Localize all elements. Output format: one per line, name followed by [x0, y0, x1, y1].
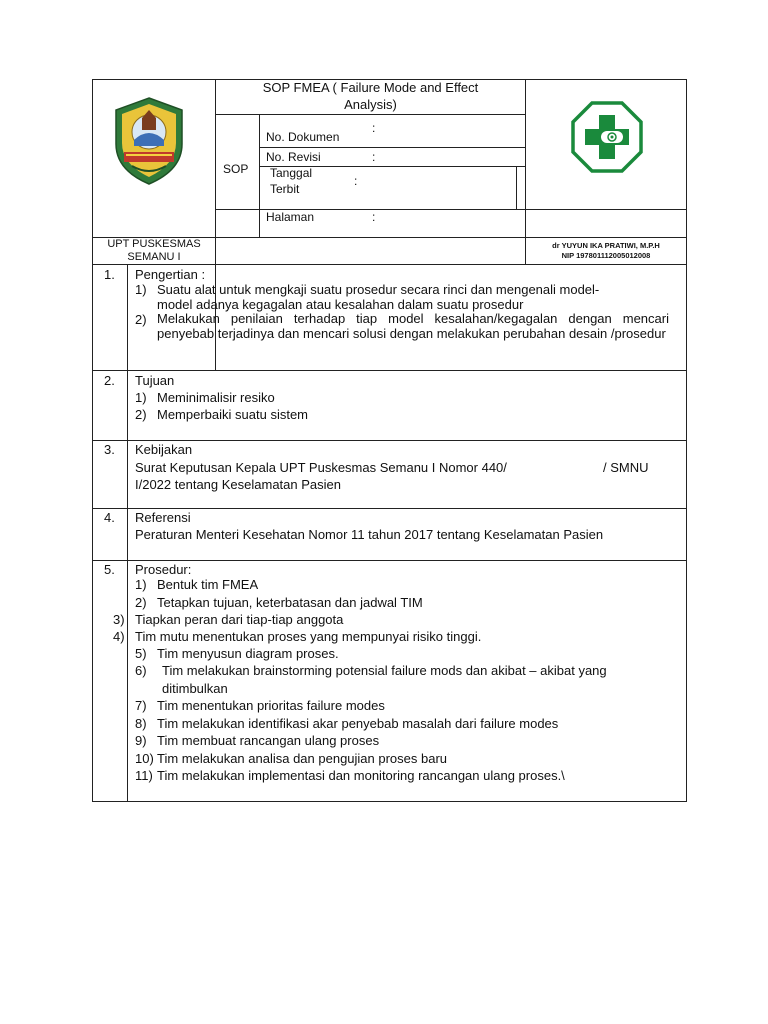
pengertian-item1-num: 1) — [135, 282, 147, 297]
prosedur-step-num: 10) — [135, 751, 154, 766]
kebijakan-line1b: / SMNU — [603, 460, 649, 475]
prosedur-step-num: 11) — [135, 768, 153, 783]
section-4-title: Referensi — [135, 510, 191, 525]
section-1-title: Pengertian : — [135, 267, 206, 282]
sop-title-line1: SOP FMEA ( Failure Mode and Effect — [262, 80, 479, 95]
section-3-title: Kebijakan — [135, 442, 193, 457]
prosedur-step-text-cont: ditimbulkan — [162, 681, 228, 696]
pengertian-item2-text: Melakukan penilaian terhadap tiap model kesalahan/kegagalan dengan mencari penyebab terjadinya dan mencari solusi dengan melakukan perubahan desain /prosedur — [157, 311, 669, 341]
signer-nip: NIP 197801112005012008 — [561, 251, 651, 260]
prosedur-step-text: Tetapkan tujuan, keterbatasan dan jadwal TIM — [157, 595, 423, 610]
section-5-title: Prosedur: — [135, 562, 192, 577]
prosedur-step-text: Tim melakukan identifikasi akar penyebab masalah dari failure modes — [157, 716, 559, 731]
prosedur-step-num: 7) — [135, 698, 147, 713]
pengertian-item1-line2: model adanya kegagalan atau kesalahan dalam suatu prosedur — [157, 297, 524, 312]
sop-title — [216, 79, 525, 113]
prosedur-step-num: 9) — [135, 733, 147, 748]
regency-emblem-logo — [112, 96, 186, 186]
prosedur-step-text: Tim melakukan implementasi dan monitoring rancangan ulang proses.\ — [157, 768, 565, 783]
tujuan-item2: Memperbaiki suatu sistem — [157, 407, 308, 422]
no-dokumen-label: No. Dokumen — [266, 130, 340, 144]
terbit-label: Terbit — [270, 182, 300, 196]
prosedur-step-text: Tim membuat rancangan ulang proses — [157, 733, 380, 748]
prosedur-step-num: 3) — [113, 612, 125, 627]
sop-label: SOP — [223, 162, 249, 176]
section-2-number: 2. — [104, 373, 115, 388]
no-revisi-colon: : — [372, 150, 376, 164]
section-3-number: 3. — [104, 442, 115, 457]
unit-name — [93, 238, 215, 264]
prosedur-step-num: 2) — [135, 595, 147, 610]
pengertian-item1-line1: Suatu alat untuk mengkaji suatu prosedur secara rinci dan mengenali model- — [157, 282, 600, 297]
no-revisi-label: No. Revisi — [266, 150, 321, 164]
tanggal-label: Tanggal — [270, 166, 313, 180]
kebijakan-line1a: Surat Keputusan Kepala UPT Puskesmas Semanu I Nomor 440/ — [135, 460, 507, 475]
tujuan-item1-num: 1) — [135, 390, 147, 405]
prosedur-step-text: Tim menentukan prioritas failure modes — [157, 698, 385, 713]
prosedur-step-num: 4) — [113, 629, 125, 644]
prosedur-step-num: 6) — [135, 663, 147, 678]
signer-block — [526, 241, 686, 261]
prosedur-step-num: 8) — [135, 716, 147, 731]
section-1-number: 1. — [104, 267, 115, 282]
prosedur-step-num: 5) — [135, 646, 147, 661]
puskesmas-logo — [571, 101, 643, 173]
section-4-number: 4. — [104, 510, 115, 525]
prosedur-step-text: Tiapkan peran dari tiap-tiap anggota — [135, 612, 344, 627]
halaman-label: Halaman — [266, 210, 315, 224]
sop-title-line2: Analysis) — [344, 97, 397, 112]
referensi-text: Peraturan Menteri Kesehatan Nomor 11 tahun 2017 tentang Keselamatan Pasien — [135, 527, 604, 542]
section-5-number: 5. — [104, 562, 115, 577]
prosedur-step-text: Tim melakukan analisa dan pengujian proses baru — [157, 751, 448, 766]
unit-name-line1: UPT PUSKESMAS — [107, 238, 201, 250]
prosedur-step-text: Tim menyusun diagram proses. — [157, 646, 339, 661]
section-2-title: Tujuan — [135, 373, 175, 388]
prosedur-step-text: Tim melakukan brainstorming potensial failure mods dan akibat – akibat yang — [162, 663, 607, 678]
pengertian-item2-num: 2) — [135, 312, 147, 327]
no-dokumen-colon: : — [372, 121, 376, 135]
unit-name-line2: SEMANU I — [127, 251, 181, 263]
signer-name: dr YUYUN IKA PRATIWI, M.P.H — [552, 241, 660, 250]
tanggal-colon: : — [354, 174, 358, 188]
prosedur-step-text: Bentuk tim FMEA — [157, 577, 259, 592]
halaman-colon: : — [372, 210, 376, 224]
prosedur-step-text: Tim mutu menentukan proses yang mempunyai risiko tinggi. — [135, 629, 482, 644]
tujuan-item1: Meminimalisir resiko — [157, 390, 275, 405]
prosedur-step-num: 1) — [135, 577, 147, 592]
kebijakan-line2: I/2022 tentang Keselamatan Pasien — [135, 477, 341, 492]
tujuan-item2-num: 2) — [135, 407, 147, 422]
